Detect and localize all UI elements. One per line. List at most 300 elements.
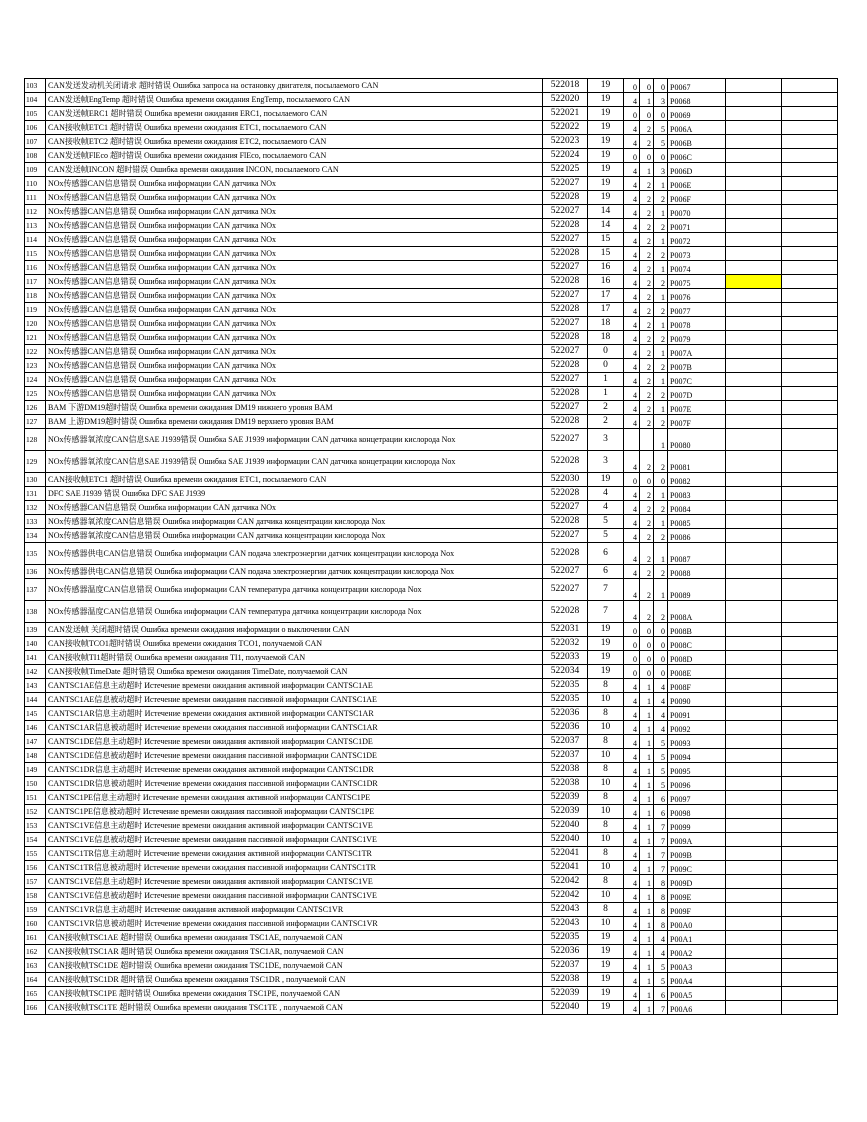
p-code-cell: P0091 <box>668 707 726 721</box>
row-number-cell: 136 <box>25 565 46 579</box>
extra-cell <box>782 917 838 931</box>
p-code-cell: P008A <box>668 601 726 623</box>
table-row <box>25 429 838 451</box>
fmi-cell: 2 <box>588 401 624 415</box>
priority-cell: 2 <box>654 451 668 473</box>
spn-cell: 522035 <box>543 931 588 945</box>
description-cell: NOx传感器供电CAN信息错误 Ошибка информации CAN подача электроэнергии датчик концентрации кислорода Nox <box>46 543 543 565</box>
occurrence-cell: 4 <box>624 973 640 987</box>
extra-cell <box>782 515 838 529</box>
table-row <box>25 473 838 487</box>
cm-cell: 1 <box>640 847 654 861</box>
priority-cell: 2 <box>654 331 668 345</box>
extra-cell <box>782 415 838 429</box>
occurrence-cell: 4 <box>624 345 640 359</box>
cm-cell: 2 <box>640 387 654 401</box>
p-code-cell: P009D <box>668 875 726 889</box>
spn-cell: 522027 <box>543 501 588 515</box>
row-number-cell: 117 <box>25 275 46 289</box>
extra-cell <box>782 373 838 387</box>
note-cell <box>726 819 782 833</box>
table-row <box>25 415 838 429</box>
fmi-cell: 4 <box>588 501 624 515</box>
cm-cell: 1 <box>640 679 654 693</box>
fmi-cell: 7 <box>588 601 624 623</box>
description-cell: NOx传感器CAN信息错误 Ошибка информации CAN датчика NOx <box>46 359 543 373</box>
cm-cell: 2 <box>640 247 654 261</box>
priority-cell: 7 <box>654 1001 668 1015</box>
extra-cell <box>782 473 838 487</box>
description-cell: CANTSC1PE信息被动超时 Истечение времени ожидания пассивной информации CANTSC1PE <box>46 805 543 819</box>
fmi-cell: 19 <box>588 191 624 205</box>
spn-cell: 522024 <box>543 149 588 163</box>
extra-cell <box>782 623 838 637</box>
occurrence-cell: 4 <box>624 875 640 889</box>
extra-cell <box>782 135 838 149</box>
p-code-cell: P008E <box>668 665 726 679</box>
table-row <box>25 303 838 317</box>
priority-cell: 0 <box>654 107 668 121</box>
priority-cell: 5 <box>654 121 668 135</box>
table-row <box>25 707 838 721</box>
priority-cell: 5 <box>654 135 668 149</box>
priority-cell: 1 <box>654 345 668 359</box>
p-code-cell: P0094 <box>668 749 726 763</box>
extra-cell <box>782 819 838 833</box>
cm-cell: 1 <box>640 987 654 1001</box>
cm-cell: 1 <box>640 1001 654 1015</box>
description-cell: CAN发送帧 关闭超时错误 Ошибка времени ожидания информации о выключении CAN <box>46 623 543 637</box>
spn-cell: 522028 <box>543 451 588 473</box>
note-cell <box>726 833 782 847</box>
occurrence-cell: 4 <box>624 317 640 331</box>
fmi-cell: 7 <box>588 579 624 601</box>
table-row <box>25 903 838 917</box>
p-code-cell: P0073 <box>668 247 726 261</box>
occurrence-cell: 4 <box>624 501 640 515</box>
occurrence-cell: 4 <box>624 219 640 233</box>
cm-cell: 2 <box>640 205 654 219</box>
occurrence-cell: 4 <box>624 763 640 777</box>
row-number-cell: 133 <box>25 515 46 529</box>
cm-cell: 1 <box>640 805 654 819</box>
note-cell <box>726 861 782 875</box>
cm-cell: 1 <box>640 93 654 107</box>
fmi-cell: 10 <box>588 833 624 847</box>
table-row <box>25 261 838 275</box>
cm-cell: 2 <box>640 601 654 623</box>
extra-cell <box>782 529 838 543</box>
fmi-cell: 10 <box>588 917 624 931</box>
row-number-cell: 126 <box>25 401 46 415</box>
spn-cell: 522035 <box>543 693 588 707</box>
note-cell <box>726 623 782 637</box>
occurrence-cell: 4 <box>624 331 640 345</box>
occurrence-cell: 4 <box>624 987 640 1001</box>
table-row <box>25 529 838 543</box>
extra-cell <box>782 401 838 415</box>
fmi-cell: 17 <box>588 289 624 303</box>
priority-cell: 4 <box>654 945 668 959</box>
priority-cell: 1 <box>654 289 668 303</box>
description-cell: NOx传感器CAN信息错误 Ошибка информации CAN датчика NOx <box>46 289 543 303</box>
row-number-cell: 130 <box>25 473 46 487</box>
extra-cell <box>782 303 838 317</box>
table-row <box>25 121 838 135</box>
extra-cell <box>782 847 838 861</box>
p-code-cell: P0079 <box>668 331 726 345</box>
cm-cell: 2 <box>640 501 654 515</box>
cm-cell: 0 <box>640 637 654 651</box>
cm-cell: 2 <box>640 191 654 205</box>
priority-cell: 3 <box>654 163 668 177</box>
cm-cell <box>640 429 654 451</box>
cm-cell: 1 <box>640 693 654 707</box>
occurrence-cell: 4 <box>624 93 640 107</box>
spn-cell: 522028 <box>543 387 588 401</box>
p-code-cell: P0072 <box>668 233 726 247</box>
occurrence-cell: 0 <box>624 473 640 487</box>
occurrence-cell: 4 <box>624 707 640 721</box>
row-number-cell: 145 <box>25 707 46 721</box>
cm-cell: 2 <box>640 487 654 501</box>
priority-cell: 2 <box>654 387 668 401</box>
extra-cell <box>782 289 838 303</box>
priority-cell: 3 <box>654 93 668 107</box>
fault-code-sheet <box>24 78 838 1015</box>
note-cell <box>726 945 782 959</box>
note-cell <box>726 93 782 107</box>
table-row <box>25 777 838 791</box>
table-row <box>25 163 838 177</box>
p-code-cell: P0088 <box>668 565 726 579</box>
priority-cell: 1 <box>654 401 668 415</box>
priority-cell: 4 <box>654 931 668 945</box>
extra-cell <box>782 451 838 473</box>
extra-cell <box>782 735 838 749</box>
occurrence-cell: 4 <box>624 749 640 763</box>
note-cell <box>726 805 782 819</box>
cm-cell: 2 <box>640 529 654 543</box>
priority-cell: 1 <box>654 177 668 191</box>
cm-cell: 2 <box>640 303 654 317</box>
extra-cell <box>782 1001 838 1015</box>
priority-cell: 1 <box>654 515 668 529</box>
fmi-cell: 19 <box>588 107 624 121</box>
table-row <box>25 791 838 805</box>
row-number-cell: 128 <box>25 429 46 451</box>
fmi-cell: 8 <box>588 763 624 777</box>
extra-cell <box>782 205 838 219</box>
row-number-cell: 119 <box>25 303 46 317</box>
occurrence-cell: 4 <box>624 945 640 959</box>
fmi-cell: 19 <box>588 149 624 163</box>
note-cell <box>726 565 782 579</box>
description-cell: CAN接收帧ETC2 超时错误 Ошибка времени ожидания ETC2, посылаемого CAN <box>46 135 543 149</box>
table-row <box>25 875 838 889</box>
p-code-cell: P008B <box>668 623 726 637</box>
row-number-cell: 131 <box>25 487 46 501</box>
description-cell: NOx传感器CAN信息错误 Ошибка информации CAN датчика NOx <box>46 191 543 205</box>
occurrence-cell <box>624 429 640 451</box>
fmi-cell: 3 <box>588 429 624 451</box>
cm-cell: 2 <box>640 233 654 247</box>
priority-cell: 1 <box>654 579 668 601</box>
table-row <box>25 651 838 665</box>
p-code-cell: P009F <box>668 903 726 917</box>
p-code-cell: P0077 <box>668 303 726 317</box>
note-cell <box>726 373 782 387</box>
spn-cell: 522038 <box>543 763 588 777</box>
table-row <box>25 735 838 749</box>
note-cell <box>726 847 782 861</box>
spn-cell: 522028 <box>543 359 588 373</box>
row-number-cell: 144 <box>25 693 46 707</box>
note-cell <box>726 401 782 415</box>
p-code-cell: P0075 <box>668 275 726 289</box>
extra-cell <box>782 651 838 665</box>
occurrence-cell: 4 <box>624 515 640 529</box>
occurrence-cell: 4 <box>624 233 640 247</box>
description-cell: DFC SAE J1939 错误 Ошибка DFC SAE J1939 <box>46 487 543 501</box>
p-code-cell: P007C <box>668 373 726 387</box>
table-row <box>25 359 838 373</box>
spn-cell: 522037 <box>543 749 588 763</box>
p-code-cell: P008F <box>668 679 726 693</box>
table-row <box>25 135 838 149</box>
description-cell: CANTSC1AE信息主动超时 Истечение времени ожидания активной информации CANTSC1AE <box>46 679 543 693</box>
occurrence-cell: 4 <box>624 777 640 791</box>
note-cell <box>726 721 782 735</box>
row-number-cell: 166 <box>25 1001 46 1015</box>
table-row <box>25 107 838 121</box>
occurrence-cell: 4 <box>624 679 640 693</box>
fmi-cell: 16 <box>588 275 624 289</box>
description-cell: BAM 上游DM19超时错误 Ошибка времени ожидания DM19 верхнего уровня BAM <box>46 415 543 429</box>
row-number-cell: 158 <box>25 889 46 903</box>
table-row <box>25 515 838 529</box>
extra-cell <box>782 261 838 275</box>
fmi-cell: 5 <box>588 529 624 543</box>
table-row <box>25 247 838 261</box>
description-cell: CAN接收帧ETC1 超时错误 Ошибка времени ожидания ETC1, посылаемого CAN <box>46 473 543 487</box>
row-number-cell: 137 <box>25 579 46 601</box>
fmi-cell: 8 <box>588 707 624 721</box>
occurrence-cell: 4 <box>624 861 640 875</box>
note-cell <box>726 205 782 219</box>
table-row <box>25 847 838 861</box>
note-cell <box>726 487 782 501</box>
extra-cell <box>782 163 838 177</box>
row-number-cell: 108 <box>25 149 46 163</box>
occurrence-cell: 4 <box>624 275 640 289</box>
note-cell <box>726 917 782 931</box>
cm-cell: 0 <box>640 623 654 637</box>
row-number-cell: 116 <box>25 261 46 275</box>
occurrence-cell: 4 <box>624 543 640 565</box>
priority-cell: 1 <box>654 233 668 247</box>
table-row <box>25 693 838 707</box>
priority-cell: 7 <box>654 819 668 833</box>
extra-cell <box>782 665 838 679</box>
extra-cell <box>782 693 838 707</box>
priority-cell: 6 <box>654 791 668 805</box>
description-cell: NOx传感器氧浓度CAN信息错误 Ошибка информации CAN датчика концентрации кислорода Nox <box>46 529 543 543</box>
row-number-cell: 157 <box>25 875 46 889</box>
fmi-cell: 19 <box>588 945 624 959</box>
priority-cell: 8 <box>654 889 668 903</box>
row-number-cell: 141 <box>25 651 46 665</box>
cm-cell: 0 <box>640 79 654 93</box>
occurrence-cell: 0 <box>624 107 640 121</box>
fmi-cell: 10 <box>588 861 624 875</box>
table-row <box>25 233 838 247</box>
cm-cell: 1 <box>640 763 654 777</box>
p-code-cell: P0090 <box>668 693 726 707</box>
table-row <box>25 177 838 191</box>
spn-cell: 522022 <box>543 121 588 135</box>
fmi-cell: 10 <box>588 749 624 763</box>
note-cell <box>726 177 782 191</box>
description-cell: CANTSC1DE信息被动超时 Истечение времени ожидания пассивной информации CANTSC1DE <box>46 749 543 763</box>
cm-cell: 2 <box>640 359 654 373</box>
p-code-cell: P009A <box>668 833 726 847</box>
table-row <box>25 917 838 931</box>
p-code-cell: P0096 <box>668 777 726 791</box>
priority-cell: 5 <box>654 973 668 987</box>
cm-cell: 1 <box>640 749 654 763</box>
note-cell <box>726 1001 782 1015</box>
occurrence-cell: 4 <box>624 359 640 373</box>
fmi-cell: 0 <box>588 359 624 373</box>
row-number-cell: 134 <box>25 529 46 543</box>
priority-cell: 2 <box>654 565 668 579</box>
spn-cell: 522043 <box>543 903 588 917</box>
fmi-cell: 10 <box>588 693 624 707</box>
cm-cell: 2 <box>640 219 654 233</box>
cm-cell: 1 <box>640 791 654 805</box>
p-code-cell: P0098 <box>668 805 726 819</box>
table-row <box>25 401 838 415</box>
p-code-cell: P006F <box>668 191 726 205</box>
extra-cell <box>782 805 838 819</box>
description-cell: CANTSC1DR信息被动超时 Истечение времени ожидания пассивной информации CANTSC1DR <box>46 777 543 791</box>
row-number-cell: 153 <box>25 819 46 833</box>
p-code-cell: P00A1 <box>668 931 726 945</box>
p-code-cell: P0074 <box>668 261 726 275</box>
occurrence-cell: 0 <box>624 623 640 637</box>
note-cell <box>726 191 782 205</box>
spn-cell: 522042 <box>543 875 588 889</box>
occurrence-cell: 0 <box>624 79 640 93</box>
note-cell <box>726 121 782 135</box>
occurrence-cell: 4 <box>624 565 640 579</box>
description-cell: CANTSC1AE信息被动超时 Истечение времени ожидания пассивной информации CANTSC1AE <box>46 693 543 707</box>
fmi-cell: 14 <box>588 219 624 233</box>
spn-cell: 522040 <box>543 833 588 847</box>
priority-cell: 0 <box>654 79 668 93</box>
spn-cell: 522028 <box>543 303 588 317</box>
occurrence-cell: 4 <box>624 903 640 917</box>
cm-cell: 2 <box>640 289 654 303</box>
row-number-cell: 163 <box>25 959 46 973</box>
row-number-cell: 155 <box>25 847 46 861</box>
spn-cell: 522027 <box>543 529 588 543</box>
note-cell <box>726 763 782 777</box>
priority-cell: 0 <box>654 149 668 163</box>
spn-cell: 522034 <box>543 665 588 679</box>
priority-cell: 5 <box>654 749 668 763</box>
spn-cell: 522028 <box>543 601 588 623</box>
description-cell: NOx传感器CAN信息错误 Ошибка информации CAN датчика NOx <box>46 373 543 387</box>
table-row <box>25 373 838 387</box>
spn-cell: 522027 <box>543 317 588 331</box>
row-number-cell: 159 <box>25 903 46 917</box>
spn-cell: 522027 <box>543 233 588 247</box>
fmi-cell: 6 <box>588 543 624 565</box>
description-cell: CANTSC1DR信息主动超时 Истечение времени ожидания активной информации CANTSC1DR <box>46 763 543 777</box>
table-row <box>25 665 838 679</box>
fmi-cell: 15 <box>588 247 624 261</box>
row-number-cell: 149 <box>25 763 46 777</box>
row-number-cell: 127 <box>25 415 46 429</box>
priority-cell: 0 <box>654 637 668 651</box>
cm-cell: 0 <box>640 473 654 487</box>
cm-cell: 0 <box>640 107 654 121</box>
description-cell: CANTSC1VE信息被动超时 Истечение времени ожидания пассивной информации CANTSC1VE <box>46 889 543 903</box>
priority-cell: 1 <box>654 261 668 275</box>
spn-cell: 522036 <box>543 945 588 959</box>
extra-cell <box>782 191 838 205</box>
priority-cell: 0 <box>654 623 668 637</box>
extra-cell <box>782 945 838 959</box>
fault-code-table-body <box>25 79 838 1015</box>
fault-code-table <box>24 78 838 1015</box>
occurrence-cell: 4 <box>624 721 640 735</box>
fmi-cell: 19 <box>588 973 624 987</box>
fmi-cell: 4 <box>588 487 624 501</box>
fmi-cell: 10 <box>588 777 624 791</box>
occurrence-cell: 4 <box>624 931 640 945</box>
cm-cell: 1 <box>640 973 654 987</box>
priority-cell: 7 <box>654 861 668 875</box>
note-cell <box>726 973 782 987</box>
cm-cell: 0 <box>640 665 654 679</box>
p-code-cell: P0097 <box>668 791 726 805</box>
priority-cell: 6 <box>654 987 668 1001</box>
priority-cell: 6 <box>654 805 668 819</box>
extra-cell <box>782 637 838 651</box>
fmi-cell: 19 <box>588 637 624 651</box>
cm-cell: 1 <box>640 917 654 931</box>
extra-cell <box>782 359 838 373</box>
fmi-cell: 8 <box>588 679 624 693</box>
p-code-cell: P009B <box>668 847 726 861</box>
spn-cell: 522020 <box>543 93 588 107</box>
description-cell: NOx传感器CAN信息错误 Ошибка информации CAN датчика NOx <box>46 275 543 289</box>
row-number-cell: 103 <box>25 79 46 93</box>
description-cell: NOx传感器CAN信息错误 Ошибка информации CAN датчика NOx <box>46 303 543 317</box>
extra-cell <box>782 707 838 721</box>
cm-cell: 1 <box>640 861 654 875</box>
spn-cell: 522028 <box>543 515 588 529</box>
p-code-cell: P0093 <box>668 735 726 749</box>
extra-cell <box>782 121 838 135</box>
fmi-cell: 8 <box>588 847 624 861</box>
row-number-cell: 150 <box>25 777 46 791</box>
cm-cell: 0 <box>640 651 654 665</box>
description-cell: CAN接收帧TimeDate 超时错误 Ошибка времени ожидания TimeDate, получаемой CAN <box>46 665 543 679</box>
